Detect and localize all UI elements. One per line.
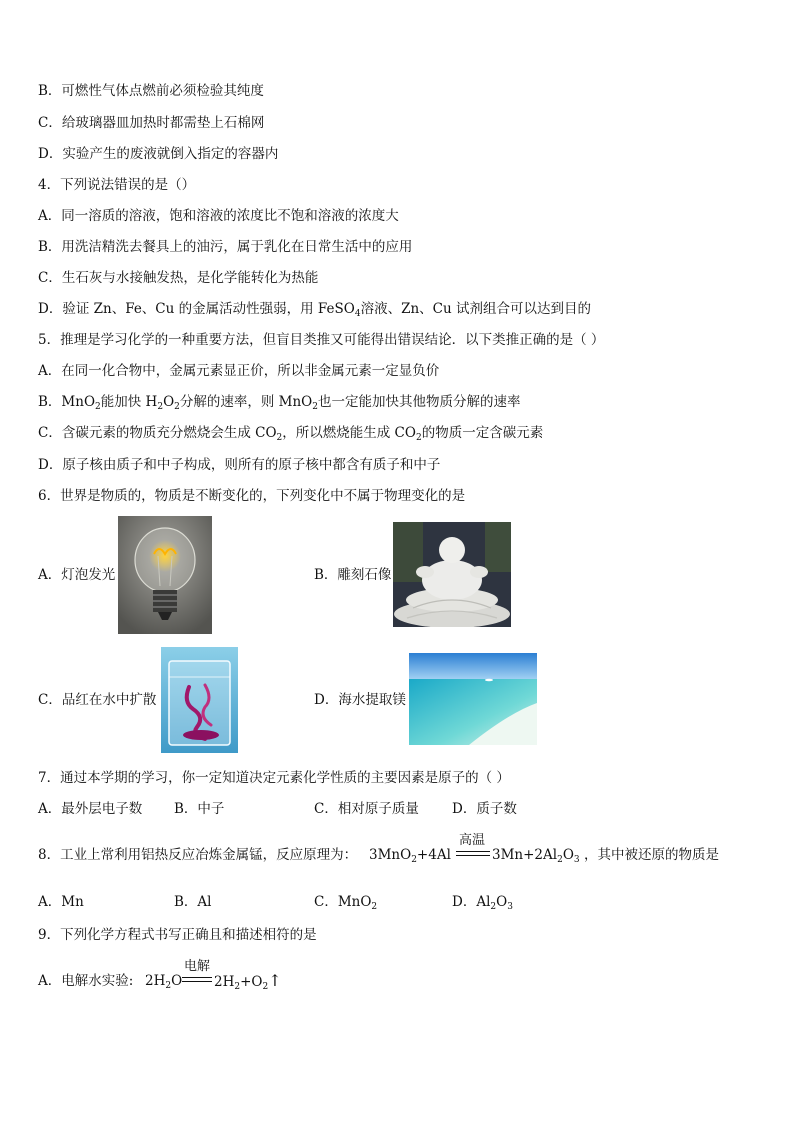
- q8-option-b: B．Al: [174, 894, 212, 910]
- q8-option-a: A．Mn: [38, 894, 84, 910]
- q7-option-a: A．最外层电子数: [38, 801, 143, 817]
- q4-option-a: A．同一溶质的溶液，饱和溶液的浓度比不饱和溶液的浓度大: [38, 208, 399, 224]
- q6-option-d-label: D．海水提取镁: [314, 692, 406, 708]
- q6-option-c-label: C．品红在水中扩散: [38, 692, 157, 708]
- q4-option-d: D．验证 Zn、Fe、Cu 的金属活动性强弱，用 FeSO$_4$溶液、Zn、Cu 试剂组合可以达到目的: [38, 301, 591, 319]
- q9-reaction-condition: 电解: [183, 959, 210, 974]
- q5-option-c: C．含碳元素的物质充分燃烧会生成 $CO_2$，所以燃烧能生成 $CO_2$的物质一定含碳元素: [38, 425, 544, 443]
- q9-equation-rhs: $2H_2+O_2↑$: [214, 971, 282, 992]
- stone-buddha-statue-photo: [393, 522, 511, 627]
- q9-stem: 9．下列化学方程式书写正确且和描述相符的是: [38, 927, 317, 943]
- q8-stem-start: 8．工业上常利用铝热反应冶炼金属锰，反应原理为：: [38, 847, 358, 863]
- q8-equation-lhs: 3MnO$_2$+4Al: [369, 847, 451, 865]
- q6-option-b-label: B．雕刻石像: [314, 567, 392, 583]
- beaker-dye-diffusion-photo: [161, 647, 238, 753]
- q4-stem: 4．下列说法错误的是（）: [38, 177, 196, 193]
- q5-option-d: D．原子核由质子和中子构成，则所有的原子核中都含有质子和中子: [38, 457, 441, 473]
- light-bulb-photo: [118, 516, 212, 634]
- q8-option-d: D．$Al_2O_3$: [452, 894, 513, 912]
- q6-option-a-label: A．灯泡发光: [38, 567, 116, 583]
- q8-reaction-condition: 高温: [458, 833, 485, 848]
- q8-equation-rhs: $3Mn+2Al_2O_3$: [492, 847, 580, 865]
- q7-stem: 7．通过本学期的学习，你一定知道决定元素化学性质的主要因素是原子的（ ）: [38, 770, 510, 786]
- q5-option-b: B．MnO$_2$能加快 $H_2O_2$分解的速率，则 MnO$_2$也一定能加快其他物质分解的速率: [38, 394, 521, 412]
- q7-option-d: D．质子数: [452, 801, 517, 817]
- q5-option-a: A．在同一化合物中，金属元素显正价，所以非金属元素一定显负价: [38, 363, 440, 379]
- gas-arrow-icon: ↑: [268, 971, 282, 990]
- q8-equals-sign: [456, 851, 490, 856]
- q9-equals-sign: [182, 977, 212, 982]
- q9-equation-lhs: $2H_2O$: [145, 973, 183, 991]
- q7-option-c: C．相对原子质量: [314, 801, 419, 817]
- q3-option-c: C．给玻璃器皿加热时都需垫上石棉网: [38, 115, 265, 131]
- q8-stem-end: ，其中被还原的物质是: [584, 847, 719, 863]
- q9-option-a-label: A．电解水实验:: [38, 973, 134, 989]
- q6-stem: 6．世界是物质的，物质是不断变化的，下列变化中不属于物理变化的是: [38, 488, 466, 504]
- q5-stem: 5．推理是学习化学的一种重要方法，但盲目类推又可能得出错误结论．以下类推正确的是（ ）: [38, 332, 605, 348]
- q3-option-b: B．可燃性气体点燃前必须检验其纯度: [38, 83, 264, 99]
- q4-option-b: B．用洗洁精洗去餐具上的油污，属于乳化在日常生活中的应用: [38, 239, 413, 255]
- q7-option-b: B．中子: [174, 801, 225, 817]
- q8-option-c: C．MnO$_2$: [314, 894, 378, 912]
- sea-water-photo: [409, 653, 537, 745]
- q4-option-c: C．生石灰与水接触发热，是化学能转化为热能: [38, 270, 319, 286]
- q3-option-d: D．实验产生的废液就倒入指定的容器内: [38, 146, 279, 162]
